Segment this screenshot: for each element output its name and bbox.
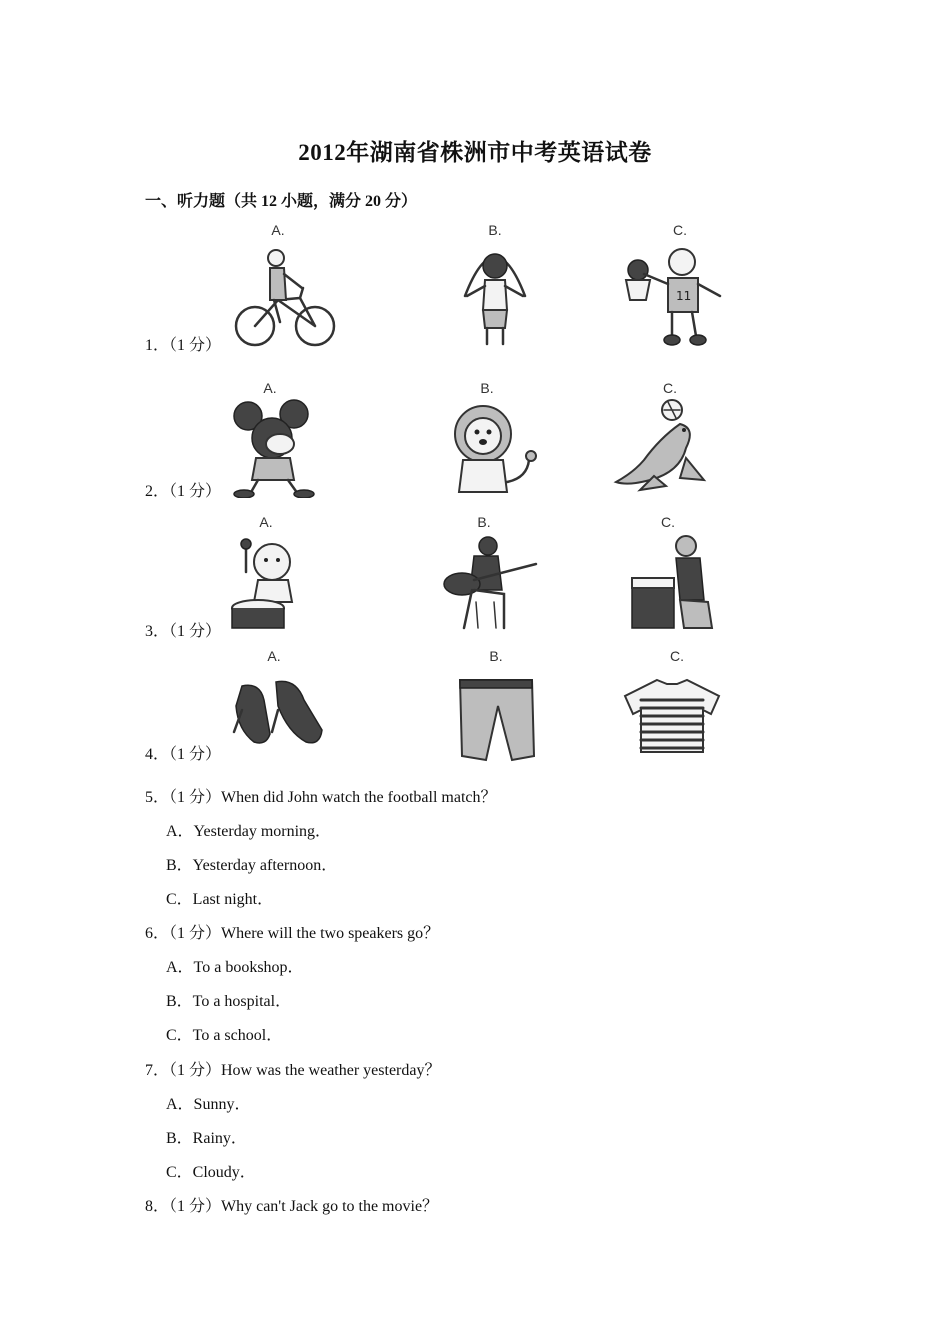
question-7-option-a[interactable]: A．Sunny． [166,1096,251,1113]
question-2-label: 2．（1 分） [145,483,222,500]
question-5-option-c[interactable]: C．Last night． [166,891,274,908]
option-label: A. [263,380,277,396]
man-playing-guitar-icon [424,532,544,632]
pants-icon [436,670,556,770]
t-shirt-icon [617,670,737,770]
question-4-label: 4．（1 分） [145,746,222,763]
option-label: A. [259,514,273,530]
seal-with-ball-icon [610,398,730,498]
option-label: A. [271,222,285,238]
option-label: B. [477,514,491,530]
question-6-option-c[interactable]: C．To a school． [166,1027,283,1044]
option-label: B. [480,380,494,396]
option-label: C. [673,222,687,238]
question-1-label: 1．（1 分） [145,337,222,354]
question-7-option-b[interactable]: B．Rainy． [166,1130,247,1147]
exam-title: 2012年湖南省株洲市中考英语试卷 [298,140,652,165]
question-7-option-c[interactable]: C．Cloudy． [166,1164,256,1181]
girl-playing-piano-icon [608,532,728,632]
boy-playing-basketball-icon [620,238,740,348]
boy-riding-bicycle-icon [218,238,338,348]
option-label: B. [489,648,503,664]
option-label: C. [661,514,675,530]
question-6-option-b[interactable]: B．To a hospital． [166,993,292,1010]
question-8-text: 8．（1 分）Why can't Jack go to the movie？ [145,1198,439,1215]
question-6-text: 6．（1 分）Where will the two speakers go？ [145,925,440,942]
option-label: B. [488,222,502,238]
question-3-label: 3．（1 分） [145,623,222,640]
lion-icon [427,398,547,498]
question-6-option-a[interactable]: A．To a bookshop． [166,959,304,976]
svg-text:11: 11 [676,289,692,303]
boy-playing-drum-icon [206,532,326,632]
question-5-text: 5．（1 分）When did John watch the football match？ [145,789,497,806]
shoes-icon [214,670,334,770]
girl-skipping-rope-icon [435,238,555,348]
question-5-option-a[interactable]: A．Yesterday morning． [166,823,332,840]
section-heading: 一、听力题（共 12 小题，满分 20 分） [145,193,418,210]
option-label: C. [663,380,677,396]
mickey-mouse-icon [210,398,330,498]
option-label: C. [670,648,684,664]
question-7-text: 7．（1 分）How was the weather yesterday？ [145,1062,441,1079]
question-5-option-b[interactable]: B．Yesterday afternoon． [166,857,338,874]
option-label: A. [267,648,281,664]
